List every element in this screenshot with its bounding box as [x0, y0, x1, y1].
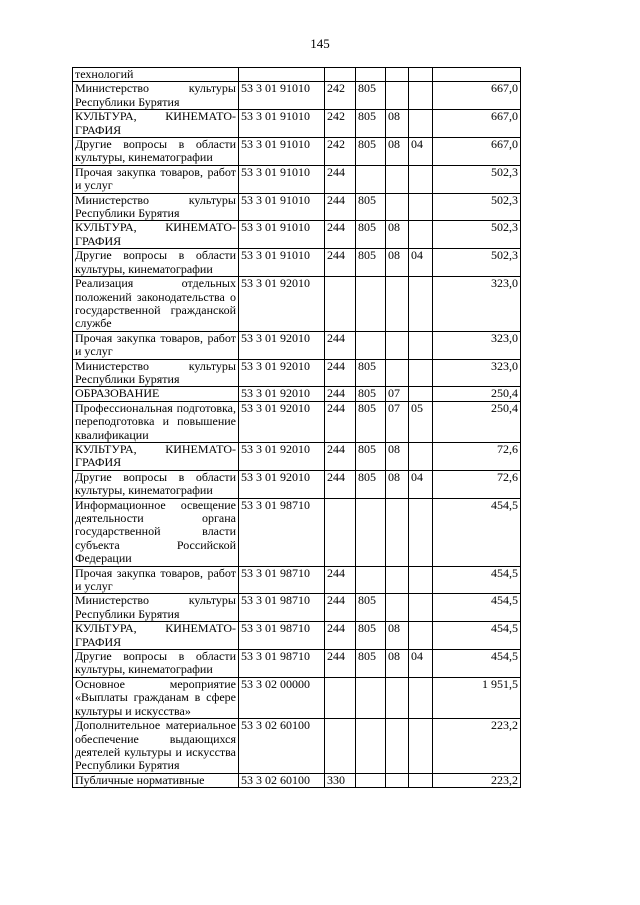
- row-code-cell: 53 3 01 98710: [239, 498, 325, 566]
- row-rz-cell: 08: [386, 442, 409, 470]
- row-pr-cell: 05: [409, 401, 433, 442]
- row-gr-cell: [356, 68, 386, 82]
- row-code-cell: 53 3 02 60100: [239, 719, 325, 774]
- row-gr-cell: 805: [356, 401, 386, 442]
- row-vr-cell: 244: [325, 594, 356, 622]
- row-rz-cell: [386, 68, 409, 82]
- row-rz-cell: 08: [386, 138, 409, 166]
- row-sum-cell: 223,2: [433, 719, 521, 774]
- row-sum-cell: 223,2: [433, 773, 521, 787]
- table-row: [73, 387, 521, 401]
- row-pr-cell: [409, 110, 433, 138]
- row-vr-cell: 244: [325, 470, 356, 498]
- row-sum-cell: 667,0: [433, 138, 521, 166]
- row-gr-cell: [356, 331, 386, 359]
- row-sum-cell: 454,5: [433, 566, 521, 594]
- page-number: 145: [310, 36, 330, 51]
- row-rz-cell: [386, 594, 409, 622]
- row-pr-cell: 04: [409, 138, 433, 166]
- row-code-cell: 53 3 01 91010: [239, 221, 325, 249]
- row-pr-cell: 04: [409, 650, 433, 678]
- row-vr-cell: [325, 277, 356, 332]
- row-sum-cell: 323,0: [433, 331, 521, 359]
- row-gr-cell: [356, 773, 386, 787]
- budget-table: [72, 67, 521, 788]
- row-pr-cell: [409, 277, 433, 332]
- row-sum-cell: 72,6: [433, 470, 521, 498]
- row-gr-cell: 805: [356, 193, 386, 221]
- row-rz-cell: [386, 773, 409, 787]
- table-row: [73, 498, 521, 566]
- row-rz-cell: [386, 193, 409, 221]
- row-code-cell: 53 3 01 91010: [239, 82, 325, 110]
- row-name-cell: ОБРАЗОВАНИЕ: [73, 387, 239, 401]
- row-gr-cell: 805: [356, 359, 386, 387]
- table-row: [73, 138, 521, 166]
- row-vr-cell: 242: [325, 110, 356, 138]
- row-name-cell: Информационное освещение деятельности органа государственной власти субъекта Российской Федерации: [73, 498, 239, 566]
- row-rz-cell: [386, 82, 409, 110]
- row-pr-cell: [409, 221, 433, 249]
- row-vr-cell: 244: [325, 566, 356, 594]
- table-row: [73, 442, 521, 470]
- row-code-cell: 53 3 01 92010: [239, 442, 325, 470]
- row-sum-cell: 454,5: [433, 650, 521, 678]
- row-sum-cell: 454,5: [433, 622, 521, 650]
- row-code-cell: 53 3 01 91010: [239, 110, 325, 138]
- row-name-cell: Другие вопросы в области культуры, кинематографии: [73, 650, 239, 678]
- row-code-cell: 53 3 01 91010: [239, 138, 325, 166]
- row-gr-cell: [356, 677, 386, 718]
- row-pr-cell: [409, 677, 433, 718]
- row-pr-cell: [409, 68, 433, 82]
- row-sum-cell: 250,4: [433, 387, 521, 401]
- row-pr-cell: [409, 193, 433, 221]
- row-code-cell: 53 3 01 98710: [239, 650, 325, 678]
- row-gr-cell: 805: [356, 622, 386, 650]
- table-row: [73, 110, 521, 138]
- row-gr-cell: 805: [356, 387, 386, 401]
- row-rz-cell: 08: [386, 622, 409, 650]
- row-code-cell: [239, 68, 325, 82]
- row-code-cell: 53 3 02 60100: [239, 773, 325, 787]
- row-name-cell: Министерство культуры Республики Бурятия: [73, 594, 239, 622]
- row-rz-cell: 08: [386, 249, 409, 277]
- row-sum-cell: 323,0: [433, 359, 521, 387]
- row-vr-cell: 244: [325, 622, 356, 650]
- row-gr-cell: 805: [356, 82, 386, 110]
- row-code-cell: 53 3 01 92010: [239, 387, 325, 401]
- row-pr-cell: [409, 719, 433, 774]
- row-rz-cell: 08: [386, 470, 409, 498]
- row-name-cell: Прочая закупка товаров, работ и услуг: [73, 566, 239, 594]
- row-sum-cell: 1 951,5: [433, 677, 521, 718]
- row-sum-cell: 323,0: [433, 277, 521, 332]
- table-row: [73, 622, 521, 650]
- row-name-cell: технологий: [73, 68, 239, 82]
- row-code-cell: 53 3 02 00000: [239, 677, 325, 718]
- row-rz-cell: 08: [386, 221, 409, 249]
- row-code-cell: 53 3 01 92010: [239, 359, 325, 387]
- row-name-cell: КУЛЬТУРА, КИНЕМАТО-ГРАФИЯ: [73, 622, 239, 650]
- row-code-cell: 53 3 01 92010: [239, 331, 325, 359]
- row-vr-cell: 244: [325, 401, 356, 442]
- row-sum-cell: [433, 68, 521, 82]
- row-pr-cell: [409, 359, 433, 387]
- table-row: [73, 650, 521, 678]
- row-code-cell: 53 3 01 91010: [239, 165, 325, 193]
- row-gr-cell: [356, 165, 386, 193]
- table-row: [73, 470, 521, 498]
- row-vr-cell: [325, 719, 356, 774]
- row-vr-cell: [325, 677, 356, 718]
- table-row: [73, 249, 521, 277]
- row-code-cell: 53 3 01 92010: [239, 277, 325, 332]
- row-code-cell: 53 3 01 98710: [239, 566, 325, 594]
- row-rz-cell: 07: [386, 387, 409, 401]
- row-rz-cell: [386, 498, 409, 566]
- row-pr-cell: [409, 331, 433, 359]
- row-pr-cell: [409, 594, 433, 622]
- row-vr-cell: 244: [325, 165, 356, 193]
- row-sum-cell: 72,6: [433, 442, 521, 470]
- row-rz-cell: [386, 277, 409, 332]
- row-pr-cell: 04: [409, 470, 433, 498]
- row-name-cell: Министерство культуры Республики Бурятия: [73, 359, 239, 387]
- row-gr-cell: 805: [356, 650, 386, 678]
- row-name-cell: Министерство культуры Республики Бурятия: [73, 193, 239, 221]
- table-row: [73, 193, 521, 221]
- table-row: [73, 401, 521, 442]
- row-vr-cell: [325, 68, 356, 82]
- row-vr-cell: [325, 498, 356, 566]
- row-vr-cell: 244: [325, 442, 356, 470]
- row-rz-cell: [386, 677, 409, 718]
- row-sum-cell: 502,3: [433, 165, 521, 193]
- table-row: [73, 277, 521, 332]
- row-name-cell: Профессиональная подготовка, переподготовка и повышение квалификации: [73, 401, 239, 442]
- row-code-cell: 53 3 01 91010: [239, 249, 325, 277]
- row-rz-cell: [386, 719, 409, 774]
- row-rz-cell: [386, 331, 409, 359]
- table-row: [73, 719, 521, 774]
- row-gr-cell: [356, 719, 386, 774]
- table-row: [73, 359, 521, 387]
- row-name-cell: Министерство культуры Республики Бурятия: [73, 82, 239, 110]
- row-code-cell: 53 3 01 92010: [239, 470, 325, 498]
- row-gr-cell: 805: [356, 138, 386, 166]
- row-rz-cell: [386, 566, 409, 594]
- row-vr-cell: 244: [325, 359, 356, 387]
- row-name-cell: Прочая закупка товаров, работ и услуг: [73, 165, 239, 193]
- table-row: [73, 82, 521, 110]
- row-name-cell: Публичные нормативные: [73, 773, 239, 787]
- row-vr-cell: 244: [325, 331, 356, 359]
- row-vr-cell: 244: [325, 650, 356, 678]
- row-name-cell: КУЛЬТУРА, КИНЕМАТО-ГРАФИЯ: [73, 442, 239, 470]
- table-row: [73, 221, 521, 249]
- row-pr-cell: [409, 773, 433, 787]
- table-row: [73, 165, 521, 193]
- row-pr-cell: [409, 387, 433, 401]
- row-pr-cell: [409, 165, 433, 193]
- row-gr-cell: 805: [356, 470, 386, 498]
- row-name-cell: Реализация отдельных положений законодательства о государственной гражданской службе: [73, 277, 239, 332]
- row-gr-cell: 805: [356, 594, 386, 622]
- table-row: [73, 677, 521, 718]
- row-vr-cell: 242: [325, 138, 356, 166]
- table-row: [73, 331, 521, 359]
- table-row: [73, 773, 521, 787]
- row-sum-cell: 502,3: [433, 221, 521, 249]
- row-code-cell: 53 3 01 98710: [239, 594, 325, 622]
- row-code-cell: 53 3 01 91010: [239, 193, 325, 221]
- row-name-cell: Дополнительное материальное обеспечение выдающихся деятелей культуры и искусства Республики Бурятия: [73, 719, 239, 774]
- row-gr-cell: [356, 277, 386, 332]
- row-vr-cell: 244: [325, 221, 356, 249]
- row-sum-cell: 250,4: [433, 401, 521, 442]
- row-vr-cell: 244: [325, 249, 356, 277]
- row-pr-cell: [409, 442, 433, 470]
- row-rz-cell: [386, 359, 409, 387]
- row-pr-cell: [409, 498, 433, 566]
- row-gr-cell: [356, 566, 386, 594]
- row-gr-cell: 805: [356, 442, 386, 470]
- row-vr-cell: 244: [325, 193, 356, 221]
- row-vr-cell: 242: [325, 82, 356, 110]
- row-gr-cell: 805: [356, 110, 386, 138]
- row-sum-cell: 667,0: [433, 82, 521, 110]
- row-rz-cell: [386, 165, 409, 193]
- row-gr-cell: 805: [356, 249, 386, 277]
- table-row: [73, 594, 521, 622]
- row-name-cell: КУЛЬТУРА, КИНЕМАТО-ГРАФИЯ: [73, 110, 239, 138]
- row-sum-cell: 454,5: [433, 594, 521, 622]
- row-gr-cell: 805: [356, 221, 386, 249]
- row-name-cell: Другие вопросы в области культуры, кинематографии: [73, 470, 239, 498]
- table-row: [73, 566, 521, 594]
- row-rz-cell: 08: [386, 650, 409, 678]
- row-pr-cell: [409, 566, 433, 594]
- row-rz-cell: 08: [386, 110, 409, 138]
- row-gr-cell: [356, 498, 386, 566]
- row-sum-cell: 667,0: [433, 110, 521, 138]
- row-name-cell: Основное мероприятие «Выплаты гражданам в сфере культуры и искусства»: [73, 677, 239, 718]
- table-row: [73, 68, 521, 82]
- row-sum-cell: 454,5: [433, 498, 521, 566]
- row-sum-cell: 502,3: [433, 193, 521, 221]
- row-sum-cell: 502,3: [433, 249, 521, 277]
- row-pr-cell: 04: [409, 249, 433, 277]
- row-name-cell: Другие вопросы в области культуры, кинематографии: [73, 138, 239, 166]
- row-code-cell: 53 3 01 92010: [239, 401, 325, 442]
- row-pr-cell: [409, 82, 433, 110]
- row-pr-cell: [409, 622, 433, 650]
- row-vr-cell: 330: [325, 773, 356, 787]
- budget-table-body: [73, 68, 521, 788]
- row-code-cell: 53 3 01 98710: [239, 622, 325, 650]
- row-vr-cell: 244: [325, 387, 356, 401]
- row-name-cell: Прочая закупка товаров, работ и услуг: [73, 331, 239, 359]
- row-rz-cell: 07: [386, 401, 409, 442]
- row-name-cell: КУЛЬТУРА, КИНЕМАТО-ГРАФИЯ: [73, 221, 239, 249]
- row-name-cell: Другие вопросы в области культуры, кинематографии: [73, 249, 239, 277]
